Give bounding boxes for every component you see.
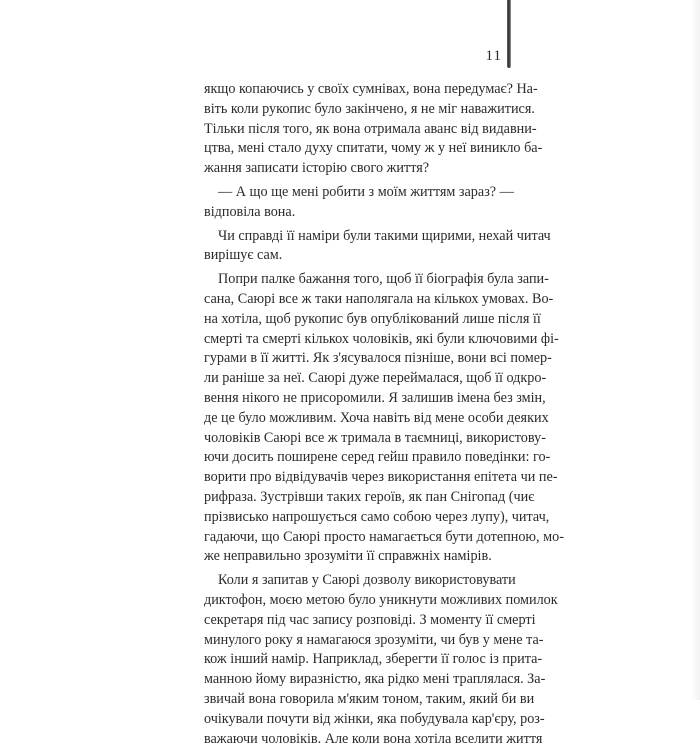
- paragraph: [204, 571, 512, 749]
- text-line: вення нікого не присоромили. Я залишив імена без змін,: [204, 389, 512, 409]
- page-edge-shadow: [691, 0, 700, 700]
- paragraph: [204, 227, 512, 267]
- text-line: смерті та смерті кількох чоловіків, які були ключовими фі-: [204, 330, 512, 350]
- text-line: якщо копаючись у своїх сумнівах, вона передумає? На-: [204, 80, 512, 100]
- text-line: де це було можливим. Хоча навіть від мене особи деяких: [204, 409, 512, 429]
- text-line: манною йому виразністю, яка рідко мені траплялася. За-: [204, 670, 512, 690]
- text-line: важаючи чоловіків. Але коли вона хотіла вселити життя: [204, 730, 512, 749]
- text-line: кож інший намір. Наприклад, зберегти її голос із прита-: [204, 650, 512, 670]
- text-line: віть коли рукопис було закінчено, я не міг наважитися.: [204, 100, 512, 120]
- text-line: диктофон, моєю метою було уникнути можливих помилок: [204, 591, 512, 611]
- text-line: гадаючи, що Саюрі просто намагається бути дотепною, мо-: [204, 528, 512, 548]
- paragraph: [204, 270, 512, 567]
- text-line: сана, Саюрі все ж таки наполягала на кількох умовах. Во-: [204, 290, 512, 310]
- text-line: вирішує сам.: [204, 246, 512, 266]
- text-line: ли раніше за неї. Саюрі дуже переймалася, щоб її одкро-: [204, 369, 512, 389]
- text-line: секретаря під час запису розповіді. З моменту її смерті: [204, 611, 512, 631]
- text-line: ворити про відвідувачів через використання епітета чи пе-: [204, 468, 512, 488]
- text-line: жання записати історію свого життя?: [204, 159, 512, 179]
- text-line: Попри палке бажання того, щоб її біографія була запи-: [204, 270, 512, 290]
- text-line: минулого року я намагаюся зрозуміти, чи був у мене та-: [204, 631, 512, 651]
- text-line: Чи справді її наміри були такими щирими, нехай читач: [204, 227, 512, 247]
- text-line: рифраза. Зустрівши таких героїв, як пан Снігопад (чиє: [204, 488, 512, 508]
- text-line: відповіла вона.: [204, 203, 512, 223]
- paragraph: [204, 80, 512, 179]
- text-line: Тільки після того, як вона отримала аванс від видавни-: [204, 120, 512, 140]
- text-line: ючи досить поширене серед гейш правило поведінки: го-: [204, 448, 512, 468]
- text-line: гурами в її житті. Як з'ясувалося пізніше, вони всі помер-: [204, 349, 512, 369]
- text-line: прізвисько напрошується само собою через лупу), читач,: [204, 508, 512, 528]
- text-line: же неправильно зрозуміти її справжніх намірів.: [204, 547, 512, 567]
- text-line: чоловіків Саюрі все ж тримала в таємниці, використову-: [204, 429, 512, 449]
- paragraph: [204, 183, 512, 223]
- text-line: очікували почути від жінки, яка побудувала кар'єру, роз-: [204, 710, 512, 730]
- text-line: цтва, мені стало духу спитати, чому ж у неї виникло ба-: [204, 139, 512, 159]
- text-line: звичай вона говорила м'яким тоном, таким, який би ви: [204, 690, 512, 710]
- text-line: на хотіла, щоб рукопис був опублікований лише після її: [204, 310, 512, 330]
- text-line: Коли я запитав у Саюрі дозволу використовувати: [204, 571, 512, 591]
- book-spine-edge: [507, 0, 511, 68]
- text-line: — А що ще мені робити з моїм життям зараз? —: [204, 183, 512, 203]
- page-number: 11: [462, 48, 502, 65]
- book-text: [204, 80, 512, 749]
